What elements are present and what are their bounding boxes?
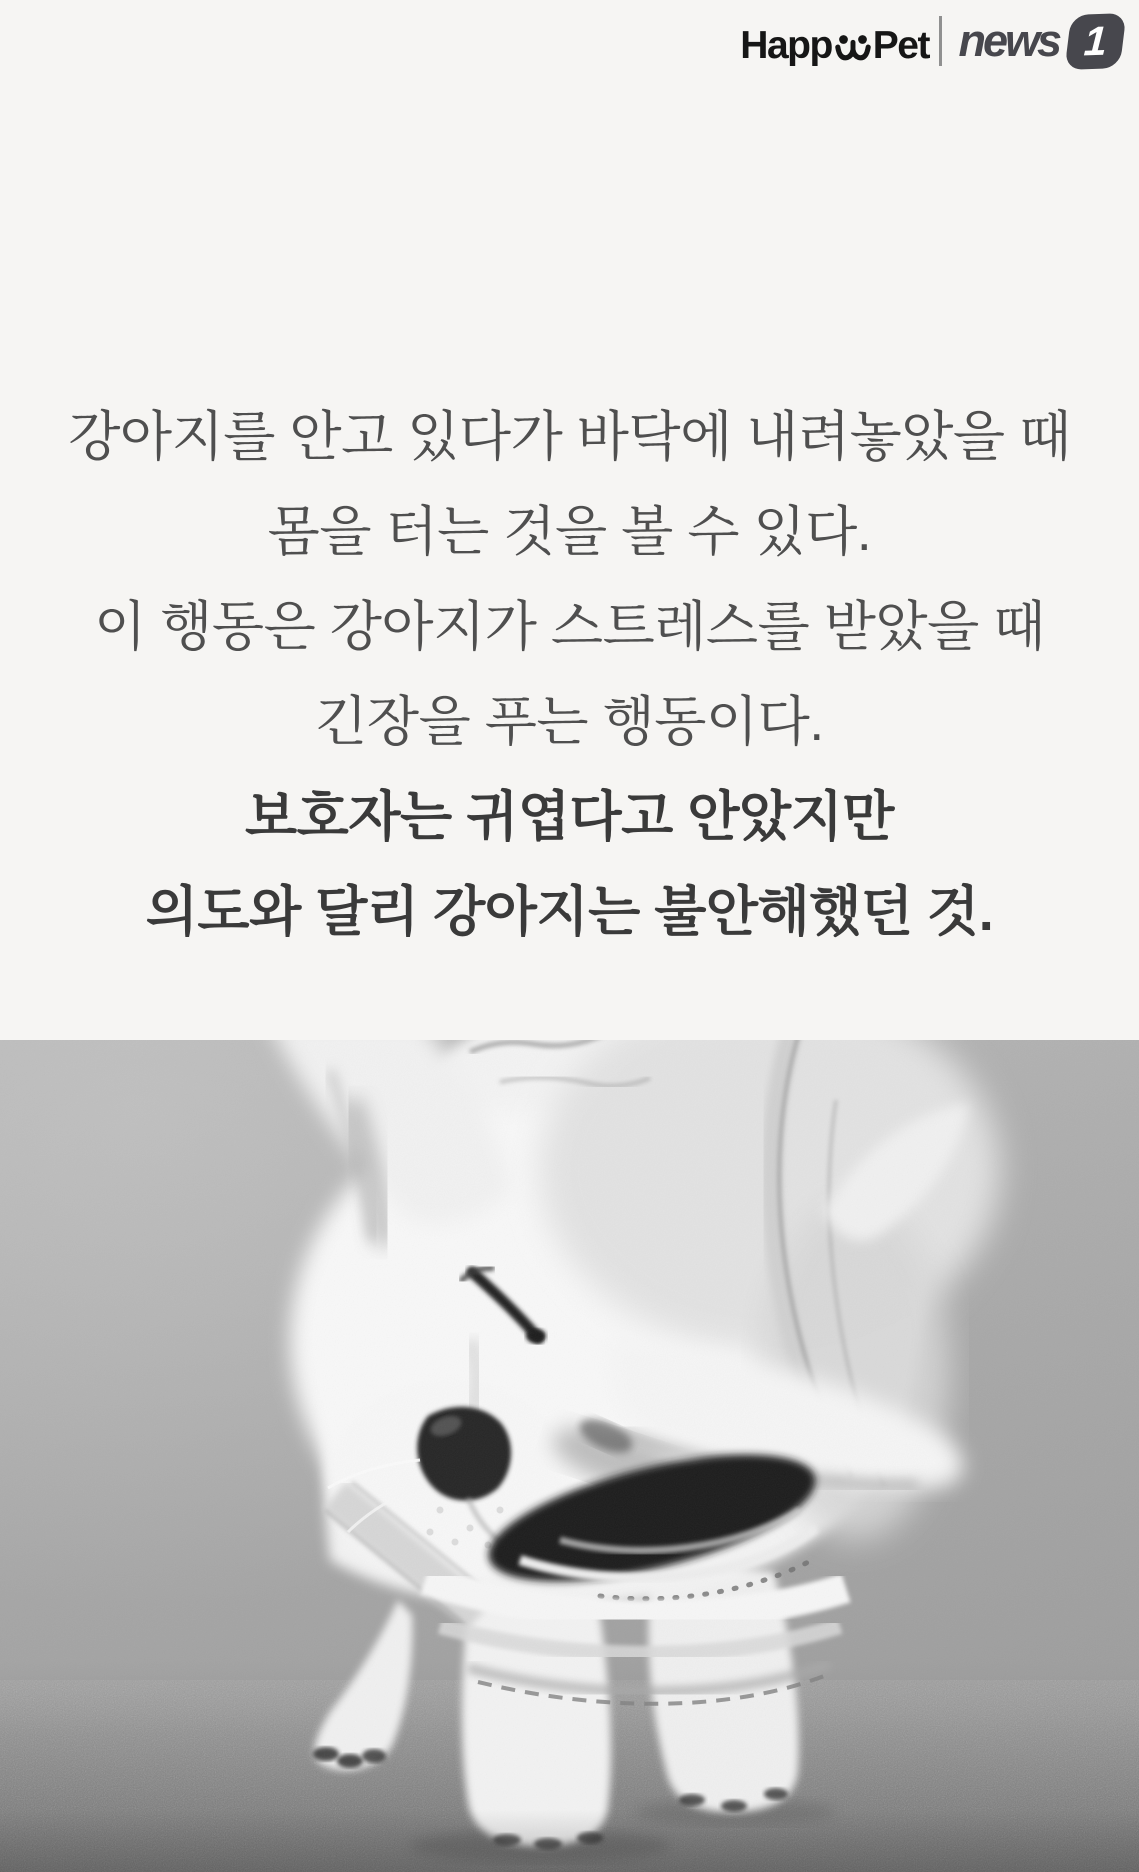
text-line-6: 의도와 달리 강아지는 불안해했던 것. bbox=[145, 882, 994, 942]
text-line-3: 이 행동은 강아지가 스트레스를 받았을 때 bbox=[94, 597, 1045, 657]
happypet-logo-suffix: Pet bbox=[872, 24, 929, 67]
text-line-5: 보호자는 귀엽다고 안았지만 bbox=[245, 787, 894, 847]
puppy-photo bbox=[0, 1040, 1139, 1872]
text-line-2: 몸을 터는 것을 볼 수 있다. bbox=[267, 502, 872, 562]
happypet-logo bbox=[740, 26, 929, 66]
article-text bbox=[0, 390, 1139, 960]
news1-badge-number: 1 bbox=[1082, 17, 1109, 64]
happypet-logo-prefix: Happ bbox=[740, 24, 832, 67]
dog-face-icon bbox=[834, 32, 872, 66]
text-line-1: 강아지를 안고 있다가 바닥에 내려놓았을 때 bbox=[68, 407, 1071, 467]
text-line-4: 긴장을 푸는 행동이다. bbox=[315, 692, 824, 752]
news1-badge bbox=[1064, 13, 1126, 70]
header-divider bbox=[939, 16, 942, 66]
news1-wordmark: news bbox=[958, 15, 1059, 66]
puppy-photo-illustration bbox=[0, 1040, 1139, 1872]
news1-logo bbox=[958, 12, 1123, 70]
